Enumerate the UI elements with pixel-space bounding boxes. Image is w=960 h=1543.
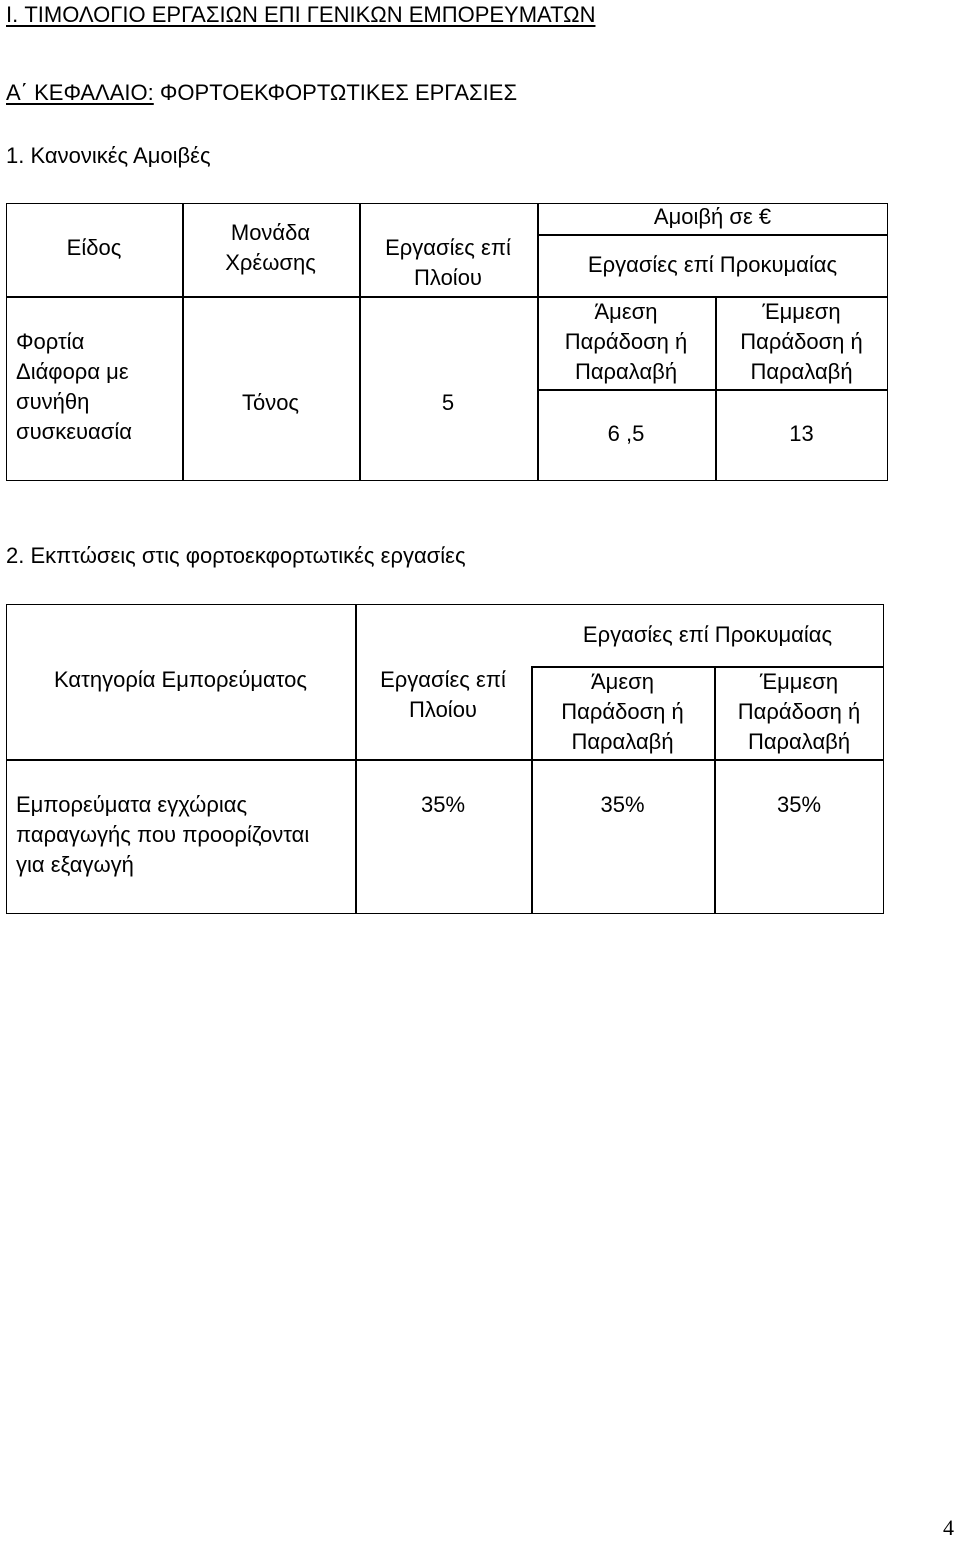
header-unit: Μονάδα Χρέωσης xyxy=(225,220,316,275)
header-quay: Εργασίες επί Προκυμαίας xyxy=(587,252,838,277)
divider xyxy=(537,234,888,236)
header-direct: Άμεση Παράδοση ή Παραλαβή xyxy=(564,299,688,384)
row-ship: 5 xyxy=(441,390,455,415)
document-title: I. ΤΙΜΟΛΟΓΙΟ ΕΡΓΑΣΙΩΝ ΕΠΙ ΓΕΝΙΚΩΝ ΕΜΠΟΡΕΥΜΑΤΩΝ xyxy=(6,2,596,27)
header-category: Κατηγορία Εμπορεύματος xyxy=(54,667,307,692)
row-ship: 35% xyxy=(420,792,466,817)
row-direct: 35% xyxy=(600,792,645,817)
divider xyxy=(6,759,884,761)
header-type: Είδος xyxy=(66,235,122,260)
section-1-heading: 1. Κανονικές Αμοιβές xyxy=(6,143,211,168)
row-direct: 6 ,5 xyxy=(607,421,645,446)
chapter-name: ΦΟΡΤΟΕΚΦΟΡΤΩΤΙΚΕΣ ΕΡΓΑΣΙΕΣ xyxy=(153,80,518,105)
page-number: 4 xyxy=(943,1515,954,1540)
header-direct: Άμεση Παράδοση ή Παραλαβή xyxy=(561,669,684,754)
row-category: Εμπορεύματα εγχώριας παραγωγής που προορίζονται για εξαγωγή xyxy=(16,792,310,877)
row-type: Φορτία Διάφορα με συνήθη συσκευασία xyxy=(16,329,132,444)
section-2-heading: 2. Εκπτώσεις στις φορτοεκφορτωτικές εργασίες xyxy=(6,543,466,568)
header-ship: Εργασίες επί Πλοίου xyxy=(380,667,506,722)
chapter-prefix: Α΄ ΚΕΦΑΛΑΙΟ: xyxy=(6,80,154,105)
header-indirect: Έμμεση Παράδοση ή Παραλαβή xyxy=(740,299,863,384)
header-fee xyxy=(537,202,888,232)
divider xyxy=(537,389,888,391)
row-indirect: 35% xyxy=(776,792,822,817)
header-quay: Εργασίες επί Προκυμαίας xyxy=(582,622,833,647)
row-indirect: 13 xyxy=(789,421,814,446)
row-unit: Τόνος xyxy=(241,390,300,415)
header-indirect: Έμμεση Παράδοση ή Παραλαβή xyxy=(737,669,861,754)
chapter-heading xyxy=(6,78,517,108)
header-fee-text: Αμοιβή σε € xyxy=(653,204,772,229)
header-ship: Εργασίες επί Πλοίου xyxy=(385,235,511,290)
